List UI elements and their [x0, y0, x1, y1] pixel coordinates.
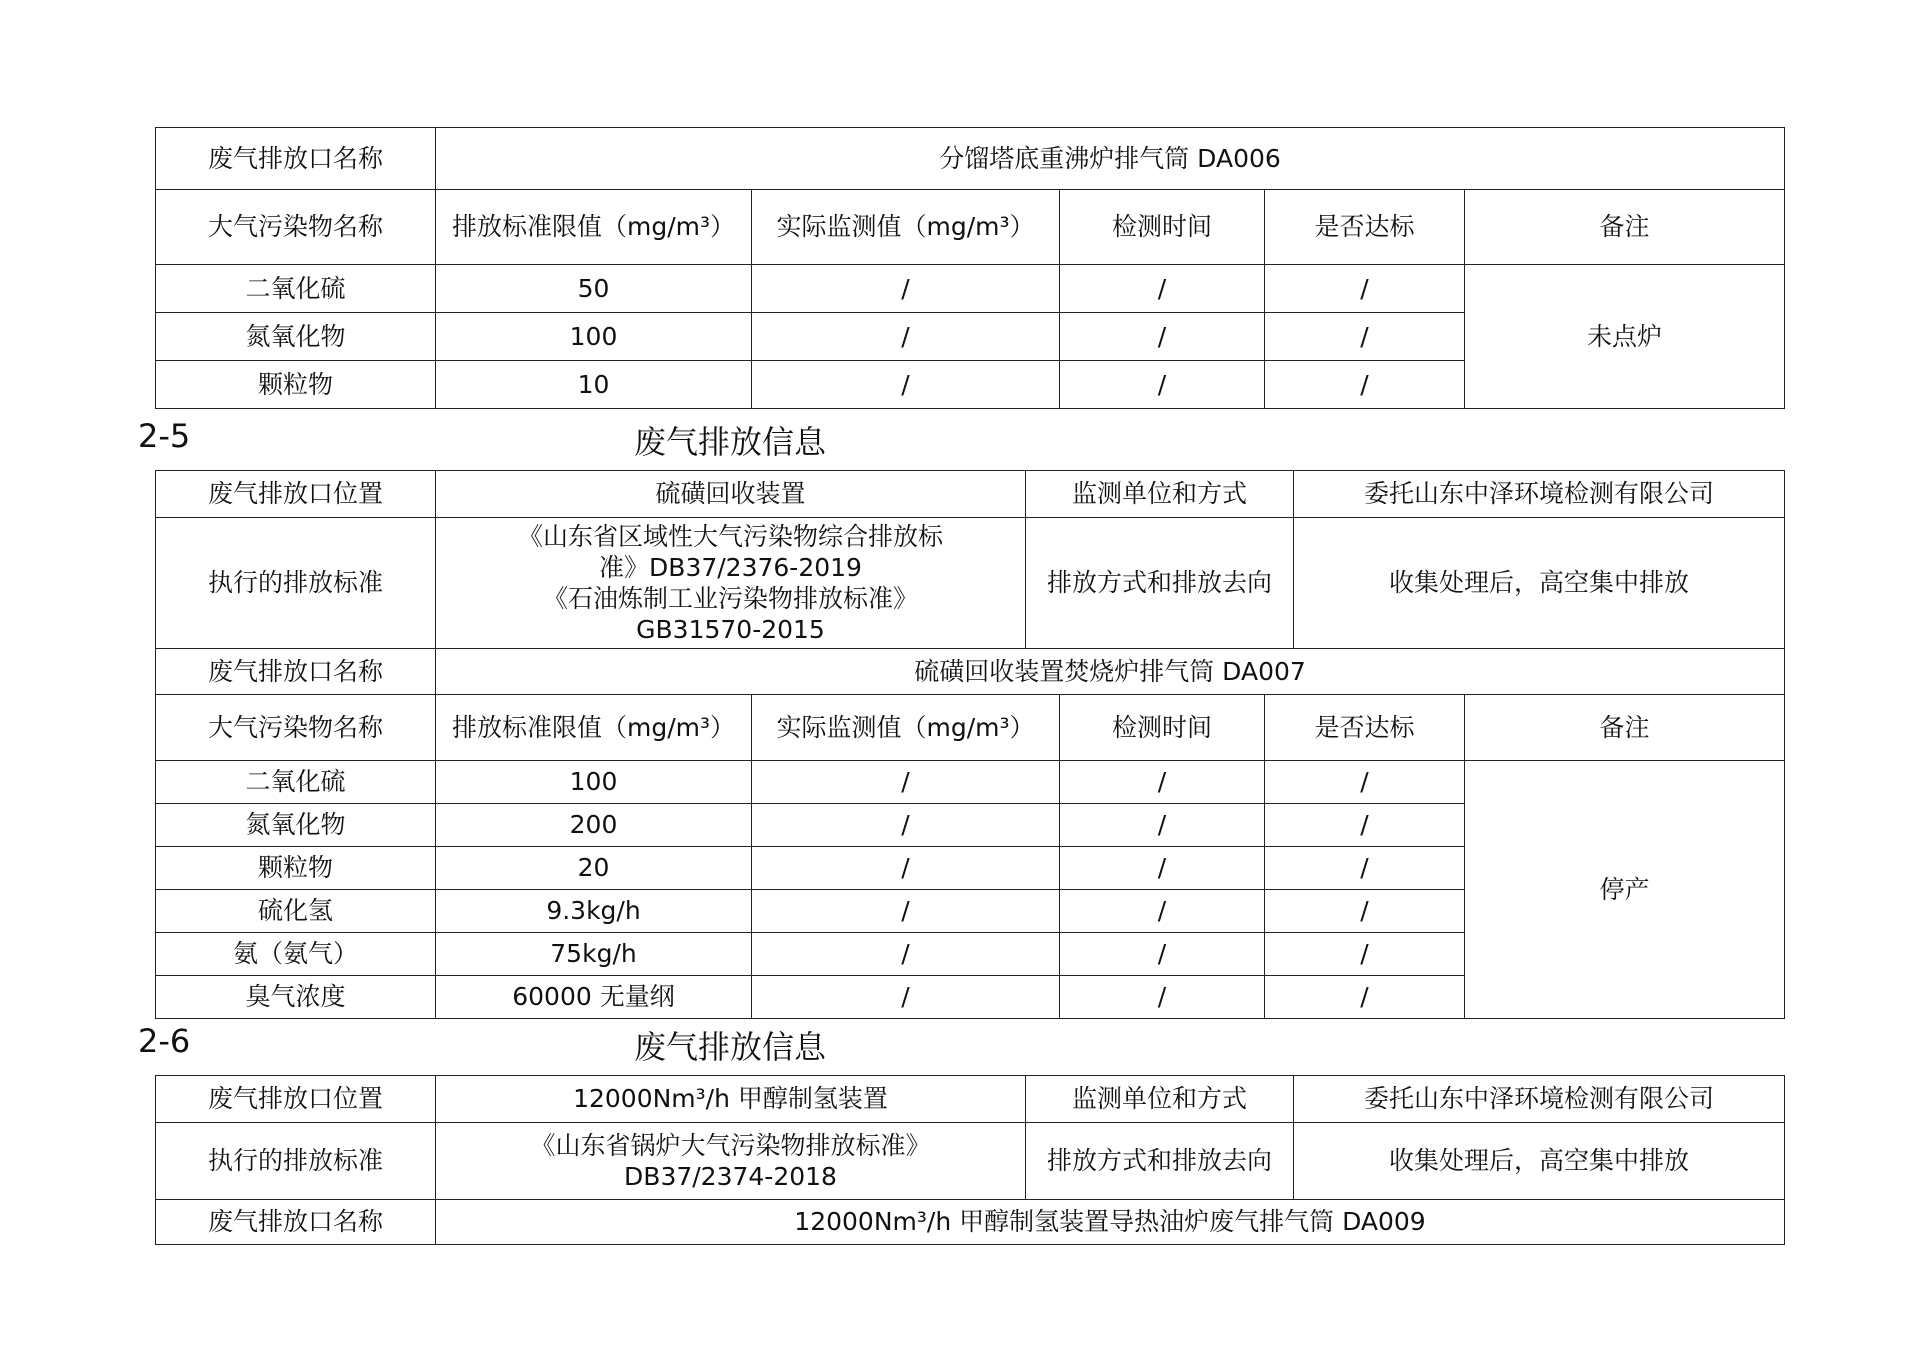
- compliance: /: [1265, 933, 1465, 976]
- compliance: /: [1265, 265, 1465, 313]
- standard-value: [436, 1123, 1026, 1200]
- header-compliance: 是否达标: [1265, 190, 1465, 265]
- actual-value: /: [752, 976, 1060, 1019]
- outlet-name-value: 分馏塔底重沸炉排气筒 DA006: [436, 128, 1785, 190]
- standard-line: 《山东省区域性大气污染物综合排放标: [517, 522, 943, 551]
- header-pollutant: 大气污染物名称: [156, 695, 436, 761]
- test-time: /: [1060, 804, 1265, 847]
- outlet-name-label: 废气排放口名称: [156, 649, 436, 695]
- limit-value: 20: [436, 847, 752, 890]
- da009-info-table: [155, 1075, 1785, 1245]
- da006-table: [155, 127, 1785, 409]
- test-time: /: [1060, 313, 1265, 361]
- test-time: /: [1060, 361, 1265, 409]
- limit-value: 9.3kg/h: [436, 890, 752, 933]
- header-pollutant: 大气污染物名称: [156, 190, 436, 265]
- test-time: /: [1060, 890, 1265, 933]
- standard-value: [436, 518, 1026, 649]
- standard-line: 《山东省锅炉大气污染物排放标准》: [530, 1131, 931, 1160]
- remark-value: 停产: [1465, 761, 1785, 1019]
- outlet-name-label: 废气排放口名称: [156, 128, 436, 190]
- header-time: 检测时间: [1060, 695, 1265, 761]
- pollutant-name: 颗粒物: [156, 361, 436, 409]
- pollutant-name: 硫化氢: [156, 890, 436, 933]
- actual-value: /: [752, 890, 1060, 933]
- discharge-label: 排放方式和排放去向: [1026, 1123, 1294, 1200]
- standard-label: 执行的排放标准: [156, 518, 436, 649]
- pollutant-name: 氮氧化物: [156, 313, 436, 361]
- standard-line: 《石油炼制工业污染物排放标准》: [542, 584, 918, 613]
- outlet-name-value: 硫磺回收装置焚烧炉排气筒 DA007: [436, 649, 1785, 695]
- header-remark: 备注: [1465, 695, 1785, 761]
- discharge-value: 收集处理后，高空集中排放: [1294, 1123, 1785, 1200]
- actual-value: /: [752, 933, 1060, 976]
- da007-info-table: [155, 470, 1785, 695]
- standard-line: DB37/2374-2018: [624, 1162, 837, 1191]
- test-time: /: [1060, 976, 1265, 1019]
- standard-label: 执行的排放标准: [156, 1123, 436, 1200]
- actual-value: /: [752, 761, 1060, 804]
- limit-value: 60000 无量纲: [436, 976, 752, 1019]
- section-title: 废气排放信息: [634, 1028, 827, 1066]
- limit-value: 50: [436, 265, 752, 313]
- standard-line: GB31570-2015: [636, 615, 825, 644]
- pollutant-name: 氨（氨气）: [156, 933, 436, 976]
- standard-line: 准》DB37/2376-2019: [599, 553, 862, 582]
- compliance: /: [1265, 313, 1465, 361]
- actual-value: /: [752, 847, 1060, 890]
- monitoring-label: 监测单位和方式: [1026, 471, 1294, 518]
- actual-value: /: [752, 313, 1060, 361]
- pollutant-name: 二氧化硫: [156, 265, 436, 313]
- actual-value: /: [752, 361, 1060, 409]
- test-time: /: [1060, 933, 1265, 976]
- outlet-name-label: 废气排放口名称: [156, 1200, 436, 1245]
- monitoring-label: 监测单位和方式: [1026, 1076, 1294, 1123]
- limit-value: 100: [436, 313, 752, 361]
- compliance: /: [1265, 361, 1465, 409]
- limit-value: 200: [436, 804, 752, 847]
- monitoring-value: 委托山东中泽环境检测有限公司: [1294, 471, 1785, 518]
- actual-value: /: [752, 804, 1060, 847]
- test-time: /: [1060, 761, 1265, 804]
- outlet-position-value: 12000Nm³/h 甲醇制氢装置: [436, 1076, 1026, 1123]
- actual-value: /: [752, 265, 1060, 313]
- header-compliance: 是否达标: [1265, 695, 1465, 761]
- outlet-position-value: 硫磺回收装置: [436, 471, 1026, 518]
- compliance: /: [1265, 804, 1465, 847]
- test-time: /: [1060, 265, 1265, 313]
- outlet-name-value: 12000Nm³/h 甲醇制氢装置导热油炉废气排气筒 DA009: [436, 1200, 1785, 1245]
- test-time: /: [1060, 847, 1265, 890]
- pollutant-name: 二氧化硫: [156, 761, 436, 804]
- compliance: /: [1265, 890, 1465, 933]
- header-actual: 实际监测值（mg/m³）: [752, 190, 1060, 265]
- discharge-label: 排放方式和排放去向: [1026, 518, 1294, 649]
- limit-value: 100: [436, 761, 752, 804]
- compliance: /: [1265, 847, 1465, 890]
- compliance: /: [1265, 761, 1465, 804]
- table-row: [156, 761, 1785, 804]
- pollutant-name: 颗粒物: [156, 847, 436, 890]
- limit-value: 75kg/h: [436, 933, 752, 976]
- header-actual: 实际监测值（mg/m³）: [752, 695, 1060, 761]
- table-row: [156, 265, 1785, 313]
- pollutant-name: 氮氧化物: [156, 804, 436, 847]
- section-title: 废气排放信息: [634, 423, 827, 461]
- monitoring-value: 委托山东中泽环境检测有限公司: [1294, 1076, 1785, 1123]
- outlet-position-label: 废气排放口位置: [156, 1076, 436, 1123]
- limit-value: 10: [436, 361, 752, 409]
- header-limit: 排放标准限值（mg/m³）: [436, 695, 752, 761]
- discharge-value: 收集处理后，高空集中排放: [1294, 518, 1785, 649]
- header-remark: 备注: [1465, 190, 1785, 265]
- section-number: 2-6: [138, 1022, 191, 1060]
- remark-value: 未点炉: [1465, 265, 1785, 409]
- pollutant-name: 臭气浓度: [156, 976, 436, 1019]
- section-number: 2-5: [138, 417, 191, 455]
- compliance: /: [1265, 976, 1465, 1019]
- outlet-position-label: 废气排放口位置: [156, 471, 436, 518]
- header-time: 检测时间: [1060, 190, 1265, 265]
- header-limit: 排放标准限值（mg/m³）: [436, 190, 752, 265]
- da007-pollutant-table: [155, 694, 1785, 1019]
